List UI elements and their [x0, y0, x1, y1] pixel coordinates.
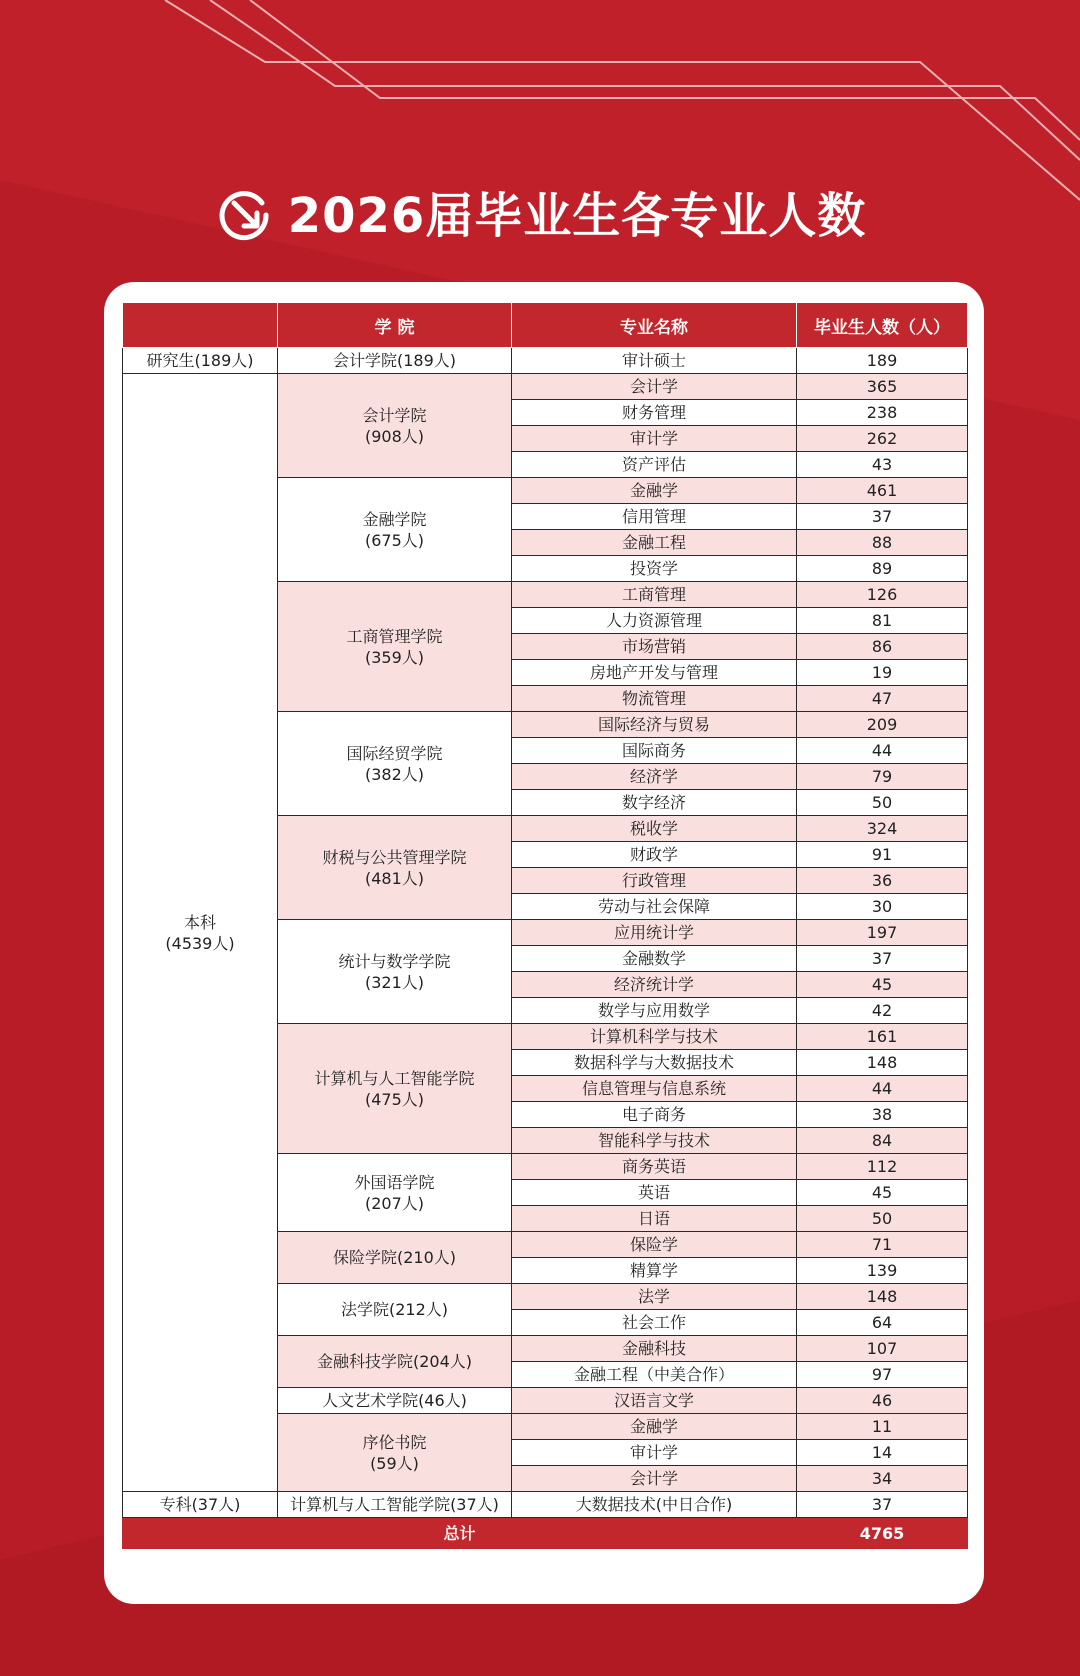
college-cell: 序伦书院 (59人) [278, 1414, 512, 1492]
major-cell: 资产评估 [512, 452, 797, 478]
table-body [123, 348, 968, 1549]
major-cell: 财务管理 [512, 400, 797, 426]
major-cell: 市场营销 [512, 634, 797, 660]
count-cell: 45 [797, 972, 968, 998]
major-cell: 会计学 [512, 374, 797, 400]
count-cell: 46 [797, 1388, 968, 1414]
major-cell: 经济统计学 [512, 972, 797, 998]
header-count: 毕业生人数（人） [797, 303, 968, 348]
count-cell: 45 [797, 1180, 968, 1206]
count-cell: 209 [797, 712, 968, 738]
major-cell: 审计硕士 [512, 348, 797, 374]
count-cell: 86 [797, 634, 968, 660]
college-cell: 法学院(212人) [278, 1284, 512, 1336]
count-cell: 34 [797, 1466, 968, 1492]
count-cell: 11 [797, 1414, 968, 1440]
count-cell: 38 [797, 1102, 968, 1128]
count-cell: 71 [797, 1232, 968, 1258]
count-cell: 161 [797, 1024, 968, 1050]
major-cell: 电子商务 [512, 1102, 797, 1128]
header-level [123, 303, 278, 348]
major-cell: 投资学 [512, 556, 797, 582]
college-cell: 工商管理学院 (359人) [278, 582, 512, 712]
college-cell: 外国语学院 (207人) [278, 1154, 512, 1232]
major-cell: 税收学 [512, 816, 797, 842]
count-cell: 89 [797, 556, 968, 582]
count-cell: 37 [797, 504, 968, 530]
count-cell: 97 [797, 1362, 968, 1388]
count-cell: 88 [797, 530, 968, 556]
major-cell: 金融学 [512, 1414, 797, 1440]
count-cell: 30 [797, 894, 968, 920]
count-cell: 262 [797, 426, 968, 452]
major-cell: 应用统计学 [512, 920, 797, 946]
table-card [104, 282, 984, 1604]
major-cell: 数学与应用数学 [512, 998, 797, 1024]
count-cell: 43 [797, 452, 968, 478]
major-cell: 数字经济 [512, 790, 797, 816]
major-cell: 信息管理与信息系统 [512, 1076, 797, 1102]
count-cell: 14 [797, 1440, 968, 1466]
college-cell: 计算机与人工智能学院 (475人) [278, 1024, 512, 1154]
count-cell: 44 [797, 738, 968, 764]
major-cell: 国际商务 [512, 738, 797, 764]
major-cell: 财政学 [512, 842, 797, 868]
graduates-table [122, 302, 968, 1549]
major-cell: 日语 [512, 1206, 797, 1232]
count-cell: 238 [797, 400, 968, 426]
major-cell: 精算学 [512, 1258, 797, 1284]
header-major: 专业名称 [512, 303, 797, 348]
count-cell: 37 [797, 1492, 968, 1518]
major-cell: 会计学 [512, 1466, 797, 1492]
major-cell: 行政管理 [512, 868, 797, 894]
count-cell: 139 [797, 1258, 968, 1284]
major-cell: 社会工作 [512, 1310, 797, 1336]
major-cell: 大数据技术(中日合作) [512, 1492, 797, 1518]
major-cell: 物流管理 [512, 686, 797, 712]
major-cell: 经济学 [512, 764, 797, 790]
college-cell: 会计学院 (908人) [278, 374, 512, 478]
college-cell: 会计学院(189人) [278, 348, 512, 374]
major-cell: 审计学 [512, 426, 797, 452]
level-cell: 本科 (4539人) [123, 374, 278, 1492]
count-cell: 365 [797, 374, 968, 400]
table-row [123, 374, 968, 400]
count-cell: 79 [797, 764, 968, 790]
major-cell: 汉语言文学 [512, 1388, 797, 1414]
college-cell: 金融学院 (675人) [278, 478, 512, 582]
count-cell: 148 [797, 1050, 968, 1076]
major-cell: 数据科学与大数据技术 [512, 1050, 797, 1076]
college-cell: 国际经贸学院 (382人) [278, 712, 512, 816]
major-cell: 金融工程 [512, 530, 797, 556]
major-cell: 金融科技 [512, 1336, 797, 1362]
major-cell: 法学 [512, 1284, 797, 1310]
count-cell: 126 [797, 582, 968, 608]
count-cell: 19 [797, 660, 968, 686]
count-cell: 81 [797, 608, 968, 634]
total-value: 4765 [797, 1518, 968, 1549]
major-cell: 智能科学与技术 [512, 1128, 797, 1154]
count-cell: 36 [797, 868, 968, 894]
major-cell: 人力资源管理 [512, 608, 797, 634]
major-cell: 工商管理 [512, 582, 797, 608]
table-row [123, 1492, 968, 1518]
count-cell: 324 [797, 816, 968, 842]
count-cell: 42 [797, 998, 968, 1024]
count-cell: 84 [797, 1128, 968, 1154]
header-college: 学 院 [278, 303, 512, 348]
count-cell: 112 [797, 1154, 968, 1180]
major-cell: 金融数学 [512, 946, 797, 972]
count-cell: 50 [797, 1206, 968, 1232]
major-cell: 保险学 [512, 1232, 797, 1258]
college-cell: 人文艺术学院(46人) [278, 1388, 512, 1414]
major-cell: 商务英语 [512, 1154, 797, 1180]
major-cell: 金融工程（中美合作） [512, 1362, 797, 1388]
major-cell: 国际经济与贸易 [512, 712, 797, 738]
major-cell: 金融学 [512, 478, 797, 504]
major-cell: 劳动与社会保障 [512, 894, 797, 920]
major-cell: 信用管理 [512, 504, 797, 530]
college-cell: 保险学院(210人) [278, 1232, 512, 1284]
total-row [123, 1518, 968, 1549]
major-cell: 英语 [512, 1180, 797, 1206]
count-cell: 197 [797, 920, 968, 946]
count-cell: 64 [797, 1310, 968, 1336]
major-cell: 审计学 [512, 1440, 797, 1466]
major-cell: 计算机科学与技术 [512, 1024, 797, 1050]
total-label: 总计 [123, 1518, 797, 1549]
table-header-row [123, 303, 968, 348]
count-cell: 91 [797, 842, 968, 868]
count-cell: 189 [797, 348, 968, 374]
college-cell: 计算机与人工智能学院(37人) [278, 1492, 512, 1518]
level-cell: 研究生(189人) [123, 348, 278, 374]
count-cell: 148 [797, 1284, 968, 1310]
level-cell: 专科(37人) [123, 1492, 278, 1518]
count-cell: 107 [797, 1336, 968, 1362]
page-title [0, 168, 1080, 254]
college-cell: 统计与数学学院 (321人) [278, 920, 512, 1024]
count-cell: 44 [797, 1076, 968, 1102]
major-cell: 房地产开发与管理 [512, 660, 797, 686]
count-cell: 50 [797, 790, 968, 816]
count-cell: 37 [797, 946, 968, 972]
circle-arrow-icon [214, 181, 274, 241]
college-cell: 财税与公共管理学院 (481人) [278, 816, 512, 920]
table-row [123, 348, 968, 374]
title-text: 2026届毕业生各专业人数 [287, 187, 867, 244]
count-cell: 47 [797, 686, 968, 712]
college-cell: 金融科技学院(204人) [278, 1336, 512, 1388]
count-cell: 461 [797, 478, 968, 504]
